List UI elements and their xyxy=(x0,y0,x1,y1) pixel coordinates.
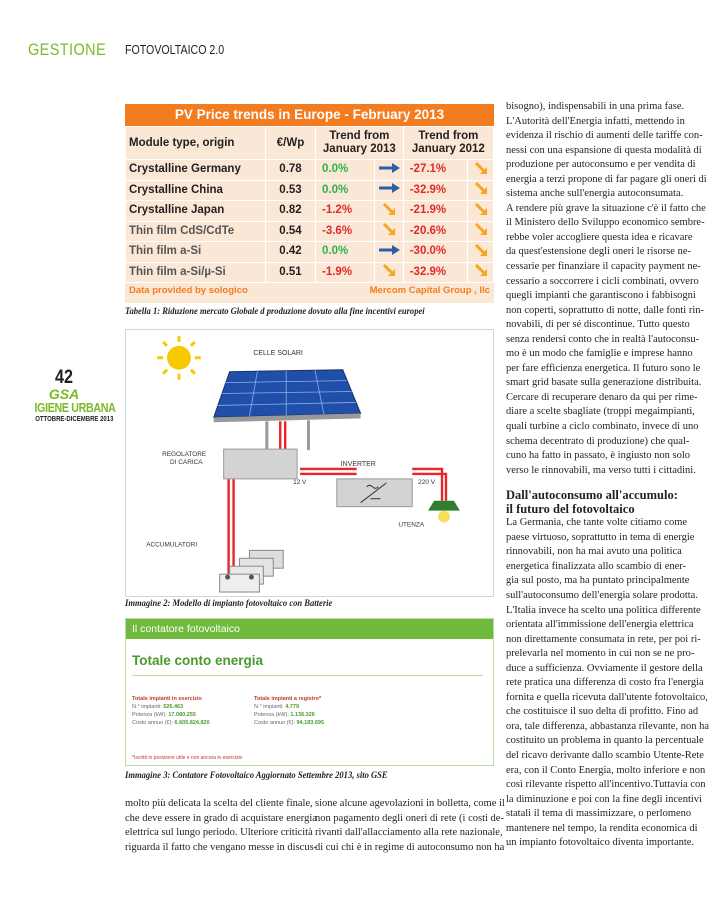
trend-2012-value: -27.1% xyxy=(403,160,467,181)
table-row xyxy=(126,262,494,283)
text-line: L'Italia invece ha scelto una politica differente xyxy=(506,604,701,616)
text-line: novabili, di per sé discontinue. Tutto questo xyxy=(506,319,690,331)
col-header-price: €/Wp xyxy=(266,127,316,160)
pv-diagram-svg xyxy=(126,330,493,596)
table-title: PV Price trends in Europe - February 2013 xyxy=(125,104,494,126)
arrow-down-icon xyxy=(468,201,494,222)
text-line: prelevarla nel momento in cui non se ne pro- xyxy=(506,648,695,660)
sun-icon xyxy=(157,336,201,380)
price-trends-table xyxy=(125,104,494,303)
text-line: sull'autoconsumo dell'energia solare prodotta. xyxy=(506,589,698,601)
text-line: la diminuzione e poi con la fine degli incentivi xyxy=(506,793,702,805)
module-name: Crystalline China xyxy=(126,180,266,201)
counter-footnote: *Iscritti in posizione utile e non ancora in esercizio xyxy=(132,755,243,761)
table-row xyxy=(126,160,494,181)
arrow-down-icon xyxy=(468,262,494,283)
module-name: Crystalline Japan xyxy=(126,201,266,222)
counter-caption: Immagine 3: Contatore Fotovoltaico Aggiornato Settembre 2013, sito GSE xyxy=(125,771,388,781)
trend-2012-value: -32.9% xyxy=(403,180,467,201)
table-header-row xyxy=(126,127,494,160)
text-line: quali turbine a ciclo combinato, invece di uno xyxy=(506,421,699,433)
text-line: orientata all'immissione dell'energia elettrica xyxy=(506,619,694,631)
trend-2013-value: -3.6% xyxy=(316,221,375,242)
label-celle-solari: CELLE SOLARI xyxy=(253,349,303,357)
col-header-trend-2013: Trend from January 2013 xyxy=(316,127,404,160)
counter-title-bar: Il contatore fotovoltaico xyxy=(126,619,493,639)
brand-logo: GSA xyxy=(48,386,80,402)
subheading xyxy=(506,488,680,516)
module-price: 0.42 xyxy=(266,242,316,263)
module-price: 0.54 xyxy=(266,221,316,242)
text-line: produzione per autoconsumo e per vendita di xyxy=(506,159,696,171)
text-line: il Ministero dello Sviluppo economico sembre- xyxy=(506,217,705,229)
label-inverter: INVERTER xyxy=(340,460,376,468)
registered-count-label: N.° impianti: xyxy=(254,704,284,710)
text-line: sistema anche sull'energia autoconsumata. xyxy=(506,188,684,200)
text-line: molto più delicata la scelta del cliente finale, xyxy=(125,798,313,809)
solar-panel-icon xyxy=(214,370,361,450)
active-count-value: 526.463 xyxy=(163,704,184,710)
module-name: Thin film a-Si/µ-Si xyxy=(126,262,266,283)
module-price: 0.53 xyxy=(266,180,316,201)
label-regolatore-2: DI CARICA xyxy=(170,458,203,466)
trend-2013-value: 0.0% xyxy=(316,160,375,181)
text-line: Cercare di recuperare denaro da qui per rime- xyxy=(506,391,698,403)
active-title: Totale impianti in esercizio xyxy=(132,696,202,702)
diagram-caption: Immagine 2: Modello di impianto fotovoltaico con Batterie xyxy=(125,599,333,609)
text-line: rebbe voler accogliere questa idea e ricavare xyxy=(506,231,693,243)
trend-2013-value: -1.9% xyxy=(316,262,375,283)
table-row xyxy=(126,242,494,263)
text-line: di cui chi è in regime di autoconsumo non ha xyxy=(315,841,505,853)
body-column-bottom-left xyxy=(125,797,318,855)
module-name: Thin film CdS/CdTe xyxy=(126,221,266,242)
active-power-value: 17.080.255 xyxy=(168,712,196,718)
text-line: riguarda il fatto che vengano messe in discus- xyxy=(125,841,318,853)
trend-2013-value: -1.2% xyxy=(316,201,375,222)
text-line: che costituisce il suo delta di profitto. Fino ad xyxy=(506,706,699,718)
active-count-label: N.° impianti: xyxy=(132,704,162,710)
module-price: 0.51 xyxy=(266,262,316,283)
body-column-right xyxy=(506,100,709,851)
table-row xyxy=(126,201,494,222)
charge-regulator-icon xyxy=(224,449,297,479)
registered-cost-label: Costo annuo (€): xyxy=(254,720,295,726)
text-line: sione alcune agevolazioni in bolletta, come il xyxy=(315,798,505,809)
folio xyxy=(28,367,116,423)
label-utenza: UTENZA xyxy=(398,521,425,529)
subheading-line-1: Dall'autoconsumo all'accumulo: xyxy=(506,488,678,503)
module-name: Crystalline Germany xyxy=(126,160,266,181)
text-line: era, con il Conto Energia, molto inferiore e non xyxy=(506,764,706,776)
text-line: gia sul posto, ma ha puntato principalmente xyxy=(506,575,690,587)
pv-counter-panel xyxy=(125,618,494,766)
col-header-module: Module type, origin xyxy=(126,127,266,160)
table-row xyxy=(126,180,494,201)
text-line: duce a sufficienza. Ovviamente il gestore della xyxy=(506,662,703,674)
lightbulb-icon xyxy=(428,501,460,523)
text-line: mantenere nel tempo, la rendita economica di xyxy=(506,822,698,834)
active-cost-value: 6.605.824.820 xyxy=(174,720,210,726)
counter-registered-block xyxy=(254,695,324,727)
text-line: paese virtuoso, soprattutto in tema di energie xyxy=(506,531,695,543)
table-row xyxy=(126,221,494,242)
text-line: per fare efficienza energetica. Il futuro sono le xyxy=(506,362,701,374)
text-line: ora, tale differenza, abbastanza rilevante, non ha xyxy=(506,720,709,732)
arrow-right-icon xyxy=(374,180,403,201)
active-power-label: Potenza (kW): xyxy=(132,712,167,718)
counter-heading: Totale conto energia xyxy=(132,653,264,668)
text-line: verso le rinnovabili, ma verso tutti i cittadini. xyxy=(506,464,696,476)
section-title: GESTIONE xyxy=(28,40,107,59)
counter-active-block xyxy=(132,695,210,727)
issue-date: OTTOBRE-DICEMBRE 2013 xyxy=(35,414,114,423)
text-line: non coperti, soprattutto di notte, dalle fonti rin- xyxy=(506,304,704,316)
pv-system-diagram xyxy=(125,329,494,597)
registered-power-value: 1.136.326 xyxy=(290,712,315,718)
text-line: nessi con una espansione di questa modalità di xyxy=(506,144,702,156)
text-line: rete pratica una differenza di costo fra l'energia xyxy=(506,677,704,689)
text-line: non direttamente consumata in rete, per poi ri- xyxy=(506,633,701,645)
table-footer xyxy=(125,283,494,298)
page-number: 42 xyxy=(55,367,73,388)
arrow-down-icon xyxy=(468,242,494,263)
text-line: rivanti dall'allacciamento alla rete nazionale, xyxy=(315,827,503,839)
text-line: statali il tema di massimizzare, o perlomeno xyxy=(506,808,692,820)
col-header-trend-2012: Trend from January 2012 xyxy=(403,127,493,160)
text-line: da quest'estensione degli oneri le risorse ne- xyxy=(506,246,692,258)
active-cost-label: Costo annuo (€): xyxy=(132,720,173,726)
text-line: elettrica sul lungo periodo. Ulteriore criticità xyxy=(125,827,313,839)
text-line: non pagamento degli oneri di rete (i costi de- xyxy=(315,812,504,824)
text-line: bisogno), indispensabili in una prima fase. xyxy=(506,101,685,112)
trend-2012-value: -21.9% xyxy=(403,201,467,222)
text-line: mo è un modo che famiglie e imprese hanno xyxy=(506,348,693,360)
text-line: schema decentrato di produzione) che qual- xyxy=(506,435,690,447)
text-line: cessarie per finanziare il capacity payment ne- xyxy=(506,261,701,273)
trend-2012-value: -20.6% xyxy=(403,221,467,242)
text-line: un impianto fotovoltaico diventa importante. xyxy=(506,837,695,849)
trend-2013-value: 0.0% xyxy=(316,242,375,263)
text-line: energia a terzi propone di far pagare gli oneri di xyxy=(506,173,707,185)
text-line: senza rendersi conto che in realtà l'autoconsu- xyxy=(506,333,700,345)
arrow-down-icon xyxy=(374,221,403,242)
label-12v: 12 V xyxy=(293,478,307,486)
table-credit: Mercom Capital Group , llc xyxy=(369,285,490,296)
subheading-line-2: il futuro del fotovoltaico xyxy=(506,502,635,517)
trend-2013-value: 0.0% xyxy=(316,180,375,201)
magazine-name: IGIENE URBANA xyxy=(34,400,116,415)
arrow-down-icon xyxy=(374,262,403,283)
text-line: A rendere più grave la situazione c'è il fatto che xyxy=(506,202,706,214)
text-line: costituito un problema in quanto la percentuale xyxy=(506,735,704,747)
text-line: rinnovabili, non ha mai avuto una politica xyxy=(506,546,682,558)
registered-cost-value: 94.183.695 xyxy=(296,720,325,726)
table-source: Data provided by sologico xyxy=(129,285,248,296)
label-accumulatori: ACCUMULATORI xyxy=(146,541,198,549)
arrow-right-icon xyxy=(374,242,403,263)
trend-2012-value: -32.9% xyxy=(403,262,467,283)
text-line: quegli impianti che garantiscono i fabbisogni xyxy=(506,290,696,302)
arrow-right-icon xyxy=(374,160,403,181)
text-line: del ricavo derivante dallo scambio Utente-Rete xyxy=(506,749,704,761)
registered-title: Totale impianti a registro* xyxy=(254,696,322,702)
text-line: diare a scelte sbagliate (troppi megaimpianti, xyxy=(506,406,695,418)
label-regolatore-1: REGOLATORE xyxy=(162,451,207,459)
arrow-down-icon xyxy=(468,221,494,242)
trend-2012-value: -30.0% xyxy=(403,242,467,263)
table-caption: Tabella 1: Riduzione mercato Globale d produzione dovuto alla fine incentivi europei xyxy=(125,307,425,317)
registered-count-value: 4.779 xyxy=(285,704,300,710)
topic-title: FOTOVOLTAICO 2.0 xyxy=(125,43,225,57)
text-line: La Germania, che tante volte citiamo come xyxy=(506,517,688,529)
module-price: 0.78 xyxy=(266,160,316,181)
counter-divider xyxy=(132,675,483,676)
text-line: cuno ha fatto in passato, è ingiusto non solo xyxy=(506,450,691,462)
arrow-down-icon xyxy=(468,180,494,201)
text-line: smart grid basate sulla generazione distribuita. xyxy=(506,377,702,389)
inverter-icon xyxy=(337,479,412,507)
registered-power-label: Potenza (kW): xyxy=(254,712,289,718)
text-line: L'Autorità dell'Energia infatti, mettendo in xyxy=(506,115,685,127)
body-column-bottom-middle xyxy=(315,797,505,855)
arrow-down-icon xyxy=(374,201,403,222)
text-line: fornita e quella ricevuta dall'utente fotovoltaico, xyxy=(506,691,708,703)
text-line: cessario a soccorrere i cicli combinati, ovvero xyxy=(506,275,699,287)
label-220v: 220 V xyxy=(418,478,436,486)
module-price: 0.82 xyxy=(266,201,316,222)
text-line: che deve essere in grado di acquistare energia xyxy=(125,812,317,824)
arrow-down-icon xyxy=(468,160,494,181)
text-line: così rilevante rispetto all'incentivo.Tuttavia con xyxy=(506,779,706,791)
module-name: Thin film a-Si xyxy=(126,242,266,263)
text-line: evidenza il rischio di aumenti delle tariffe con- xyxy=(506,130,703,142)
text-line: energetica finalizzata allo scambio di ener- xyxy=(506,560,687,572)
